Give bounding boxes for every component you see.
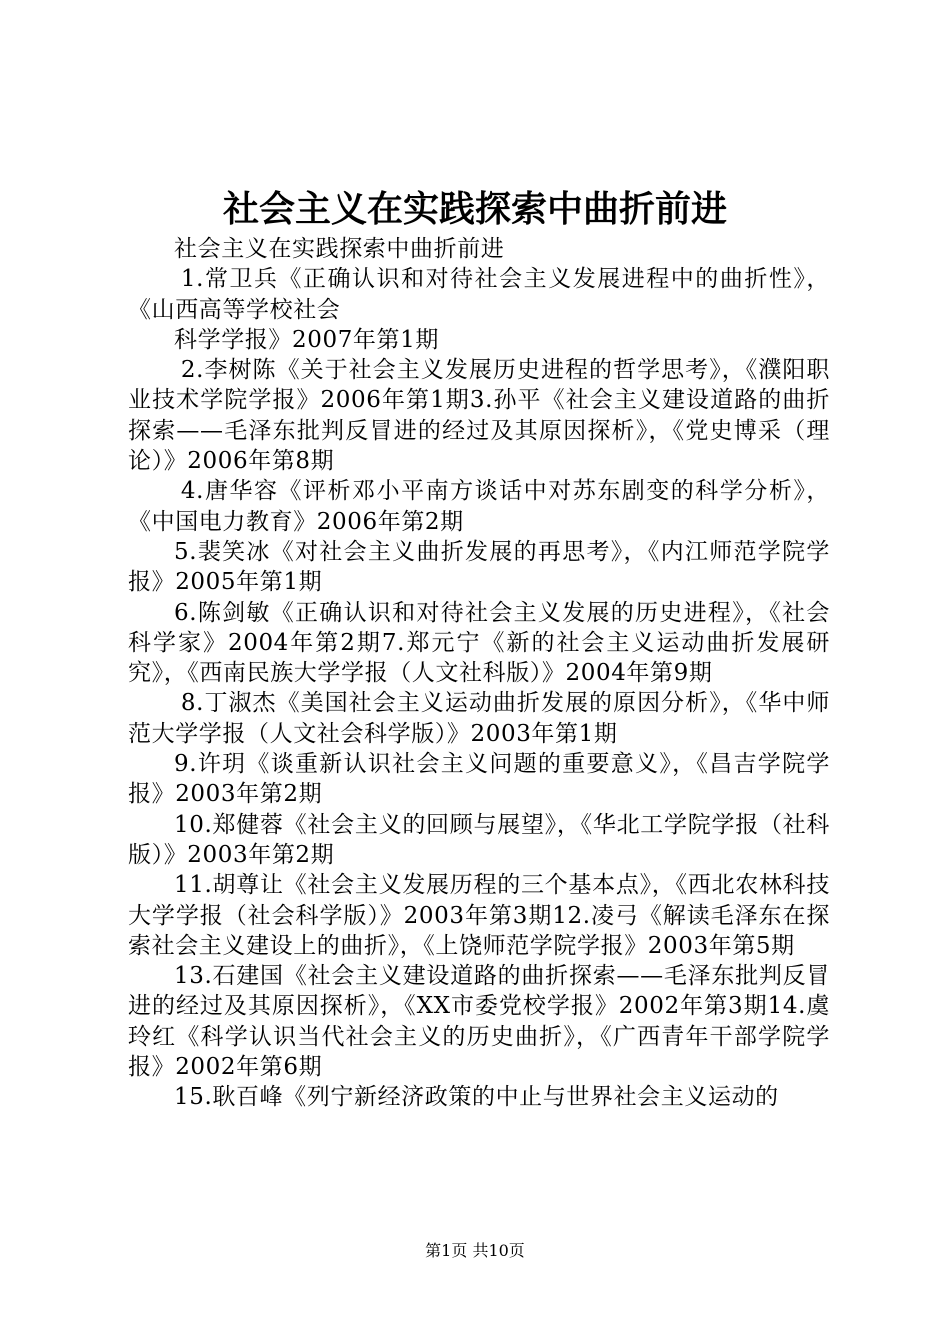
document-title: 社会主义在实践探索中曲折前进 [222, 188, 727, 230]
reference-item-11-12: 11.胡尊让《社会主义发展历程的三个基本点》，《西北农林科技大学学报（社会科学版）》2003年第3期12.凌弓《解读毛泽东在探索社会主义建设上的曲折》，《上饶师范学院学报》2003年第5期 [128, 872, 830, 959]
reference-item-10: 10.郑健蓉《社会主义的回顾与展望》，《华北工学院学报（社科版）》2003年第2期 [128, 811, 830, 868]
document-body [128, 234, 830, 1113]
reference-item-6-7: 6.陈剑敏《正确认识和对待社会主义发展的历史进程》，《社会科学家》2004年第2期7.郑元宁《新的社会主义运动曲折发展研究》，《西南民族大学学报（人文社科版）》2004年第9期 [128, 599, 830, 687]
reference-item-13-14: 13.石建国《社会主义建设道路的曲折探索——毛泽东批判反冒进的经过及其原因探析》，《XX市委党校学报》2002年第3期14.虞玲红《科学认识当代社会主义的历史曲折》，《广西青年干部学院学报》2002年第6期 [128, 963, 830, 1081]
reference-item-1: 1.常卫兵《正确认识和对待社会主义发展进程中的曲折性》，《山西高等学校社会 [128, 266, 830, 323]
reference-item-4: 4.唐华容《评析邓小平南方谈话中对苏东剧变的科学分析》，《中国电力教育》2006年第2期 [128, 478, 830, 535]
reference-item-2-3: 2.李树陈《关于社会主义发展历史进程的哲学思考》，《濮阳职业技术学院学报》2006年第1期3.孙平《社会主义建设道路的曲折探索——毛泽东批判反冒进的经过及其原因探析》，《党史博采（理论）》2006年第8期 [128, 357, 830, 475]
page-number-footer: 第1页 共10页 [425, 1241, 525, 1260]
reference-item-5: 5.裴笑冰《对社会主义曲折发展的再思考》，《内江师范学院学报》2005年第1期 [128, 538, 830, 596]
reference-item-9: 9.许玥《谈重新认识社会主义问题的重要意义》，《昌吉学院学报》2003年第2期 [128, 751, 830, 808]
reference-item-15: 15.耿百峰《列宁新经济政策的中止与世界社会主义运动的 [174, 1084, 779, 1111]
paragraph-subtitle: 社会主义在实践探索中曲折前进 [174, 236, 505, 262]
reference-item-1-continued: 科学学报》2007年第1期 [174, 326, 439, 353]
reference-item-8: 8.丁淑杰《美国社会主义运动曲折发展的原因分析》，《华中师范大学学报（人文社会科学版）》2003年第1期 [128, 690, 830, 747]
